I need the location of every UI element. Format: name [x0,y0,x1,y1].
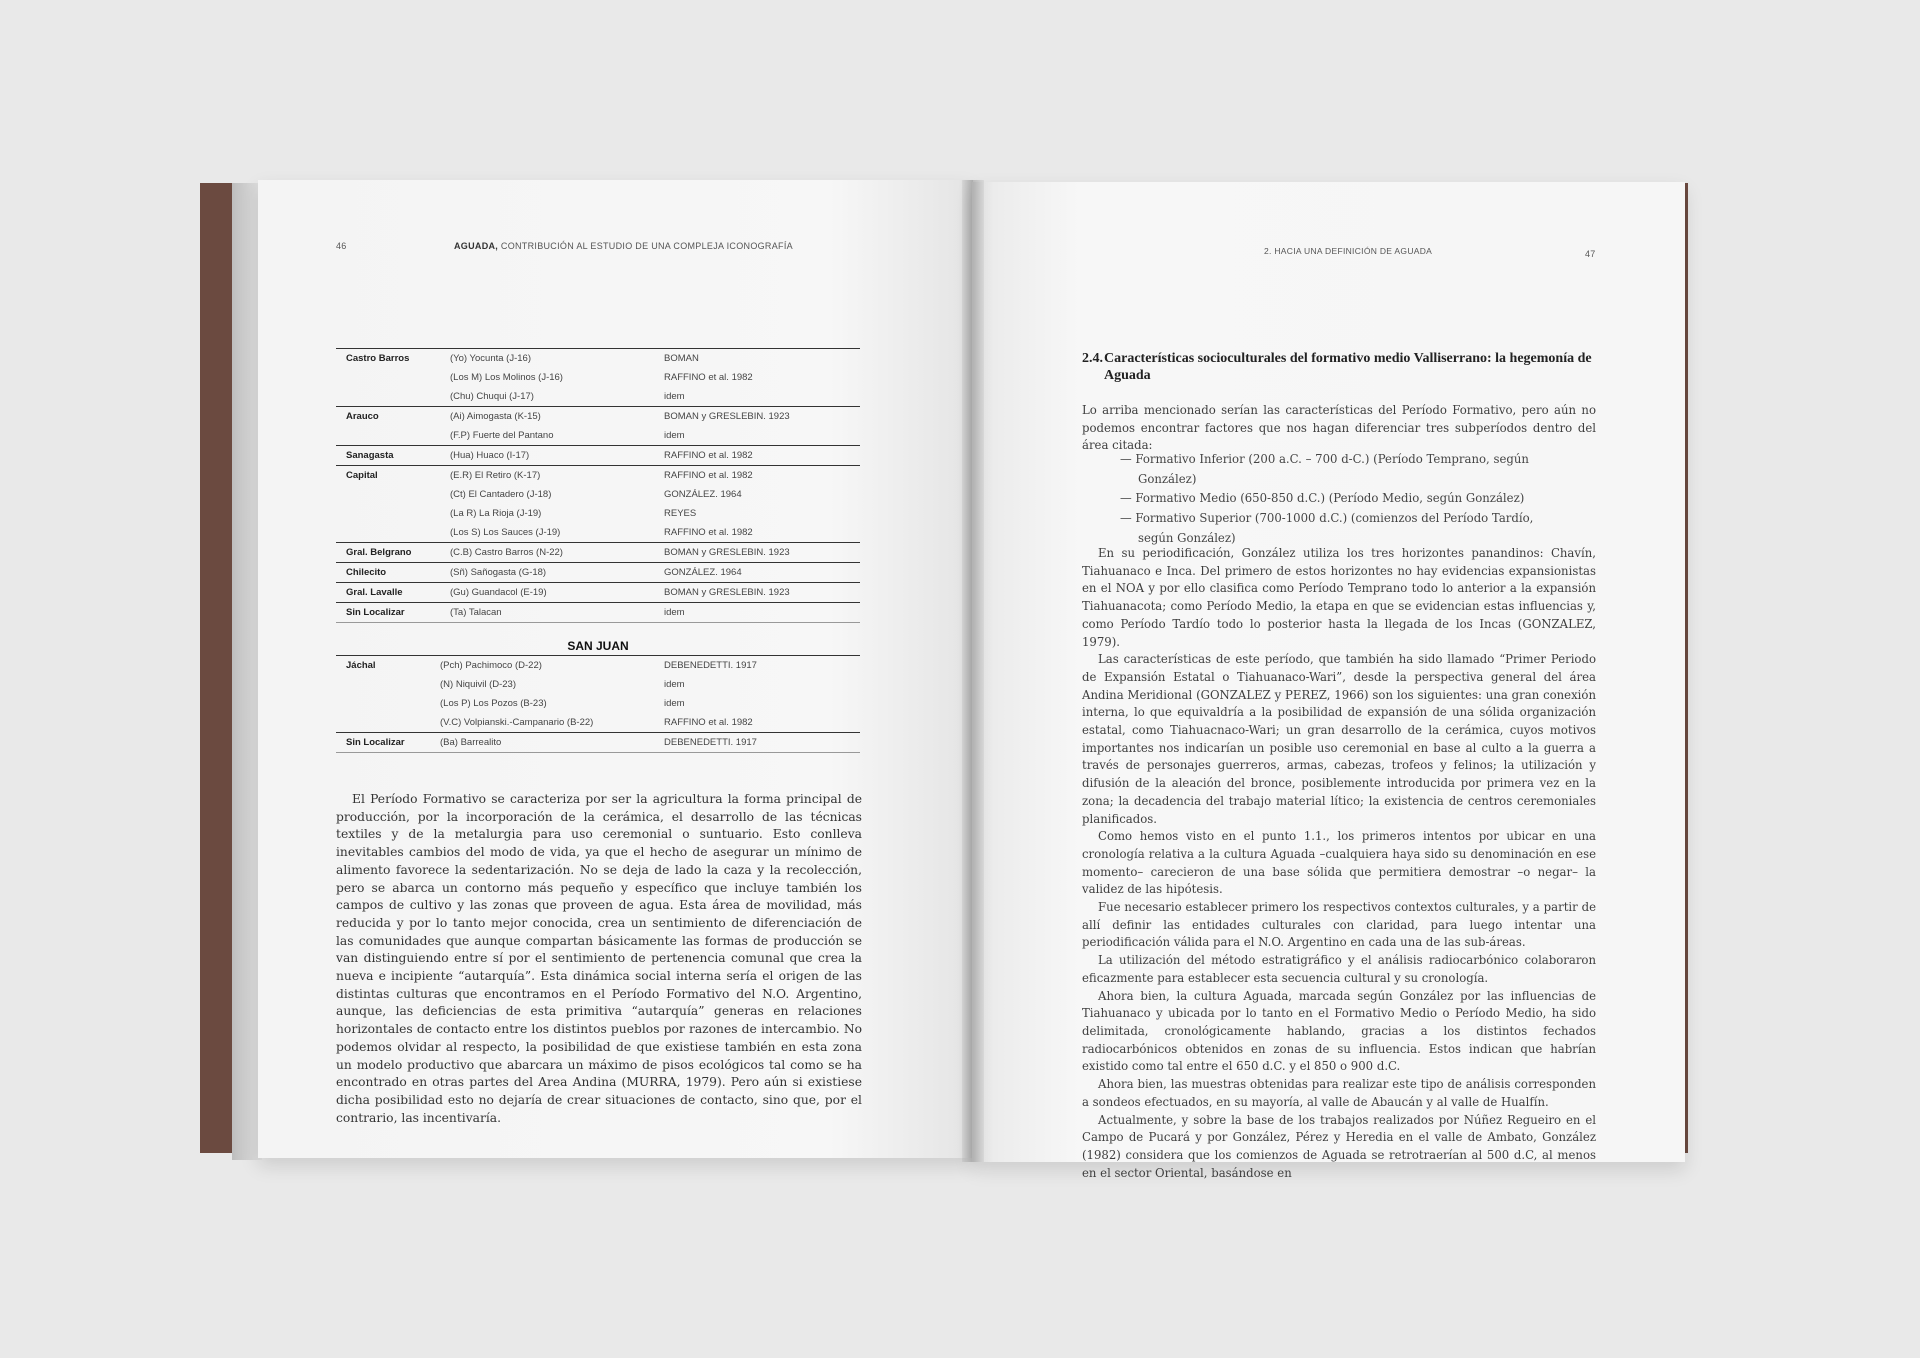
site-cell: (Los P) Los Pozos (B-23) [440,698,547,709]
heading-line-1: Características socioculturales del formativo medio Valliserrano: la hegemonía de [1104,351,1592,366]
table-group [336,465,860,542]
site-cell: (Ct) El Cantadero (J-18) [450,489,552,500]
book-gutter-shadow [962,180,984,1162]
body-paragraph: La utilización del método estratigráfico y el análisis radiocarbónico colaboraron eficazmente para establecer esta secuencia cultural y su cronología. [1082,953,1596,985]
reference-cell: idem [664,607,685,618]
period-list-item: — Formativo Inferior (200 a.C. – 700 d-C.) (Período Temprano, según González) [1120,452,1529,486]
body-paragraph: Actualmente, y sobre la base de los trabajos realizados por Núñez Regueiro en el Campo de Pucará y por González, Pérez y Heredia en el valle de Ambato, González (1982) considera que los comienzos de Aguada se retrotraerían al 500 d.C, al menos en el sector Oriental, basándose en [1082,1112,1596,1180]
table-row [336,349,860,368]
body-paragraph: Las características de este período, que también ha sido llamado “Primer Periodo de Expansión Estatal o Tiahuanaco-Wari”, desde la perspectiva general del área Andina Meridional (GONZALEZ y PEREZ, 1966) son los siguientes: una gran conexión interna, lo que equivaldría a la posibilidad de expansión de una sólida organización estatal, como Tiahuacnaco-Wari; un gran desarrollo de la cerámica, cuyos motivos importantes nos indicarían un posible uso ceremonial en base al culto a la guerra a través de personajes guerreros, armas, cabezas, trofeos y felinos; la utilización y difusión de la aleación del bronce, posiblemente introducida por primera vez en la zona; la decadencia del trabajo material lítico; la existencia de centros ceremoniales planificados. [1082,652,1596,826]
left-paragraph: El Período Formativo se caracteriza por ser la agricultura la forma principal de producción, por la incorporación de la cerámica, el desarrollo de las técnicas textiles y de la metalurgia para uso ceremonial o suntuario. Esto conlleva inevitables cambios del modo de vida, ya que el hecho de asegurar un mínimo de alimento favorece la sedentarización. No se deja de lado la caza y la recolección, pero se abarca un contorno más pequeño y específico que incluye también los campos de cultivo y las zonas que proveen de agua. Esta área de movilidad, más reducida y por lo tanto mejor conocida, crea un sentimiento de diferenciación de las comunidades que aunque compartan básicamente las formas de producción se van distinguiendo entre sí por el sentimiento de pertenencia comunal que crea la nueva e incipiente “autarquía”. Esta dinámica social interna sería el origen de las distintas culturas que encontramos en el Período Formativo del N.O. Argentino, aunque, las deficiencias de esta primitiva “autarquía” generas en relaciones horizontales de contacto entre los distintos pueblos por razones de intercambio. No podemos olvidar al respecto, la posibilidad de que existiese también en esta zona un modelo productivo que abarcara un máximo de pisos ecológicos tal como se ha encontrado en otras partes del Area Andina (MURRA, 1979). Pero aún si existiese dicha posibilidad esto no dejaría de crear situaciones de contacto, sino que, por el contrario, las incentivaría. [336,792,862,1125]
heading-line-2: Aguada [1104,368,1151,383]
reference-cell: RAFFINO et al. 1982 [664,717,753,728]
site-cell: (F.P) Fuerte del Pantano [450,430,554,441]
site-cell: (Gu) Guandacol (E-19) [450,587,547,598]
reference-cell: RAFFINO et al. 1982 [664,450,753,461]
table-group [336,655,860,732]
reference-cell: RAFFINO et al. 1982 [664,470,753,481]
period-list-item: — Formativo Superior (700-1000 d.C.) (comienzos del Período Tardío, según González) [1120,511,1534,545]
table-row [336,656,860,675]
site-cell: (Los S) Los Sauces (J-19) [450,527,561,538]
table-row [336,446,860,465]
site-cell: (Pch) Pachimoco (D-22) [440,660,542,671]
site-cell: (Ba) Barrealito [440,737,502,748]
table-group [336,602,860,622]
reference-cell: REYES [664,508,697,519]
table-group [336,445,860,465]
table-row [336,543,860,562]
reference-cell: GONZÁLEZ. 1964 [664,489,742,500]
site-cell: (Ai) Aimogasta (K-15) [450,411,541,422]
site-cell: (N) Niquivil (D-23) [440,679,517,690]
site-cell: (Los M) Los Molinos (J-16) [450,372,563,383]
reference-cell: RAFFINO et al. 1982 [664,372,753,383]
site-cell: (Hua) Huaco (I-17) [450,450,530,461]
right-running-head: 2. HACIA UNA DEFINICIÓN DE AGUADA [1264,246,1433,256]
sites-table-san-juan [336,655,860,753]
right-page-number: 47 [1585,249,1596,259]
region-cell: Jáchal [346,660,376,671]
region-cell: Gral. Lavalle [346,587,403,598]
reference-cell: BOMAN y GRESLEBIN. 1923 [664,547,790,558]
body-paragraph: Ahora bien, la cultura Aguada, marcada según González por las influencias de Tiahuanaco y ubicada por lo tanto en el Formativo Medio o Período Medio, ha sido delimitada, cronológicamente hablando, gracias a los distintos fechados radiocarbónicos obtenidos en zonas de su influencia. Estos indican que habrían existido como tal entre el 650 d.C. y el 850 o 900 d.C. [1082,988,1596,1074]
region-cell: Castro Barros [346,353,410,364]
table-group [336,406,860,445]
table-row [336,694,860,713]
table-row [336,485,860,504]
region-cell: Chilecito [346,567,387,578]
table-row [336,504,860,523]
reference-cell: idem [664,698,685,709]
heading-number: 2.4. [1082,351,1103,366]
region-cell: Capital [346,470,378,481]
table-group [336,348,860,406]
reference-cell: GONZÁLEZ. 1964 [664,567,742,578]
site-cell: (Ta) Talacan [450,607,502,618]
table-group [336,542,860,562]
period-list [1120,450,1560,549]
section-title-san-juan: SAN JUAN [567,639,629,653]
section-heading-2-4 [1082,350,1602,384]
table-row [336,733,860,752]
body-paragraph: En su periodificación, González utiliza los tres horizontes panandinos: Chavín, Tiahuanaco e Inca. Del primero de estos horizontes no hay evidencias expansionistas en el NOA y por ello clasifica como Período Temprano todo lo anterior a la expansión Tiahuanacota; como Período Medio, la etapa en que se evidencian estas influencias y, como Período Tardío todo lo posterior hasta la llegada de los Incas (GONZALEZ, 1979). [1082,546,1596,649]
region-cell: Sin Localizar [346,737,405,748]
reference-cell: idem [664,679,685,690]
table-row [336,583,860,602]
table-group [336,732,860,752]
table-row [336,407,860,426]
reference-cell: BOMAN [664,353,699,364]
table-bottom-rule [336,622,860,623]
site-cell: (Chu) Chuqui (J-17) [450,391,534,402]
site-cell: (V.C) Volpianski.-Campanario (B-22) [440,717,594,728]
region-cell: Sanagasta [346,450,394,461]
table-row [336,368,860,387]
reference-cell: RAFFINO et al. 1982 [664,527,753,538]
site-cell: (C.B) Castro Barros (N-22) [450,547,563,558]
reference-cell: idem [664,430,685,441]
reference-cell: DEBENEDETTI. 1917 [664,737,757,748]
left-body-text [336,791,862,1127]
body-paragraph: Ahora bien, las muestras obtenidas para realizar este tipo de análisis corresponden a sondeos efectuados, en su mayoría, al valle de Abaucán y al valle de Hualfín. [1082,1077,1596,1109]
period-list-item: — Formativo Medio (650-850 d.C.) (Período Medio, según González) [1120,491,1525,506]
table-row [336,603,860,622]
body-paragraph: Como hemos visto en el punto 1.1., los primeros intentos por ubicar en una cronología relativa a la cultura Aguada –cualquiera haya sido su denominación en ese momento– carecieron de una base sólida que permitiera demostrar –o negar– la validez de las hipótesis. [1082,829,1596,897]
table-row [336,387,860,406]
region-cell: Arauco [346,411,379,422]
region-cell: Sin Localizar [346,607,405,618]
table-row [336,466,860,485]
site-cell: (E.R) El Retiro (K-17) [450,470,541,481]
table-row [336,426,860,445]
region-cell: Gral. Belgrano [346,547,412,558]
site-cell: (Yo) Yocunta (J-16) [450,353,531,364]
reference-cell: idem [664,391,685,402]
table-row [336,675,860,694]
left-running-head: AGUADA, CONTRIBUCIÓN AL ESTUDIO DE UNA COMPLEJA ICONOGRAFÍA [454,241,793,251]
table-row [336,563,860,582]
table-row [336,713,860,732]
site-cell: (La R) La Rioja (J-19) [450,508,542,519]
reference-cell: DEBENEDETTI. 1917 [664,660,757,671]
table-bottom-rule [336,752,860,753]
right-body-text [1082,545,1596,1182]
table-row [336,523,860,542]
right-intro [1082,402,1596,455]
reference-cell: BOMAN y GRESLEBIN. 1923 [664,411,790,422]
intro-paragraph: Lo arriba mencionado serían las características del Período Formativo, pero aún no podemos encontrar factores que nos hagan diferenciar tres subperíodos dentro del área citada: [1082,403,1596,453]
table-group [336,562,860,582]
body-paragraph: Fue necesario establecer primero los respectivos contextos culturales, y a partir de allí definir las entidades culturales con claridad, para luego intentar una periodificación válida para el N.O. Argentino en cada una de las sub-áreas. [1082,900,1596,950]
site-cell: (Sñ) Sañogasta (G-18) [450,567,547,578]
left-page-number: 46 [336,241,347,251]
sites-table-la-rioja [336,348,860,623]
reference-cell: BOMAN y GRESLEBIN. 1923 [664,587,790,598]
table-group [336,582,860,602]
